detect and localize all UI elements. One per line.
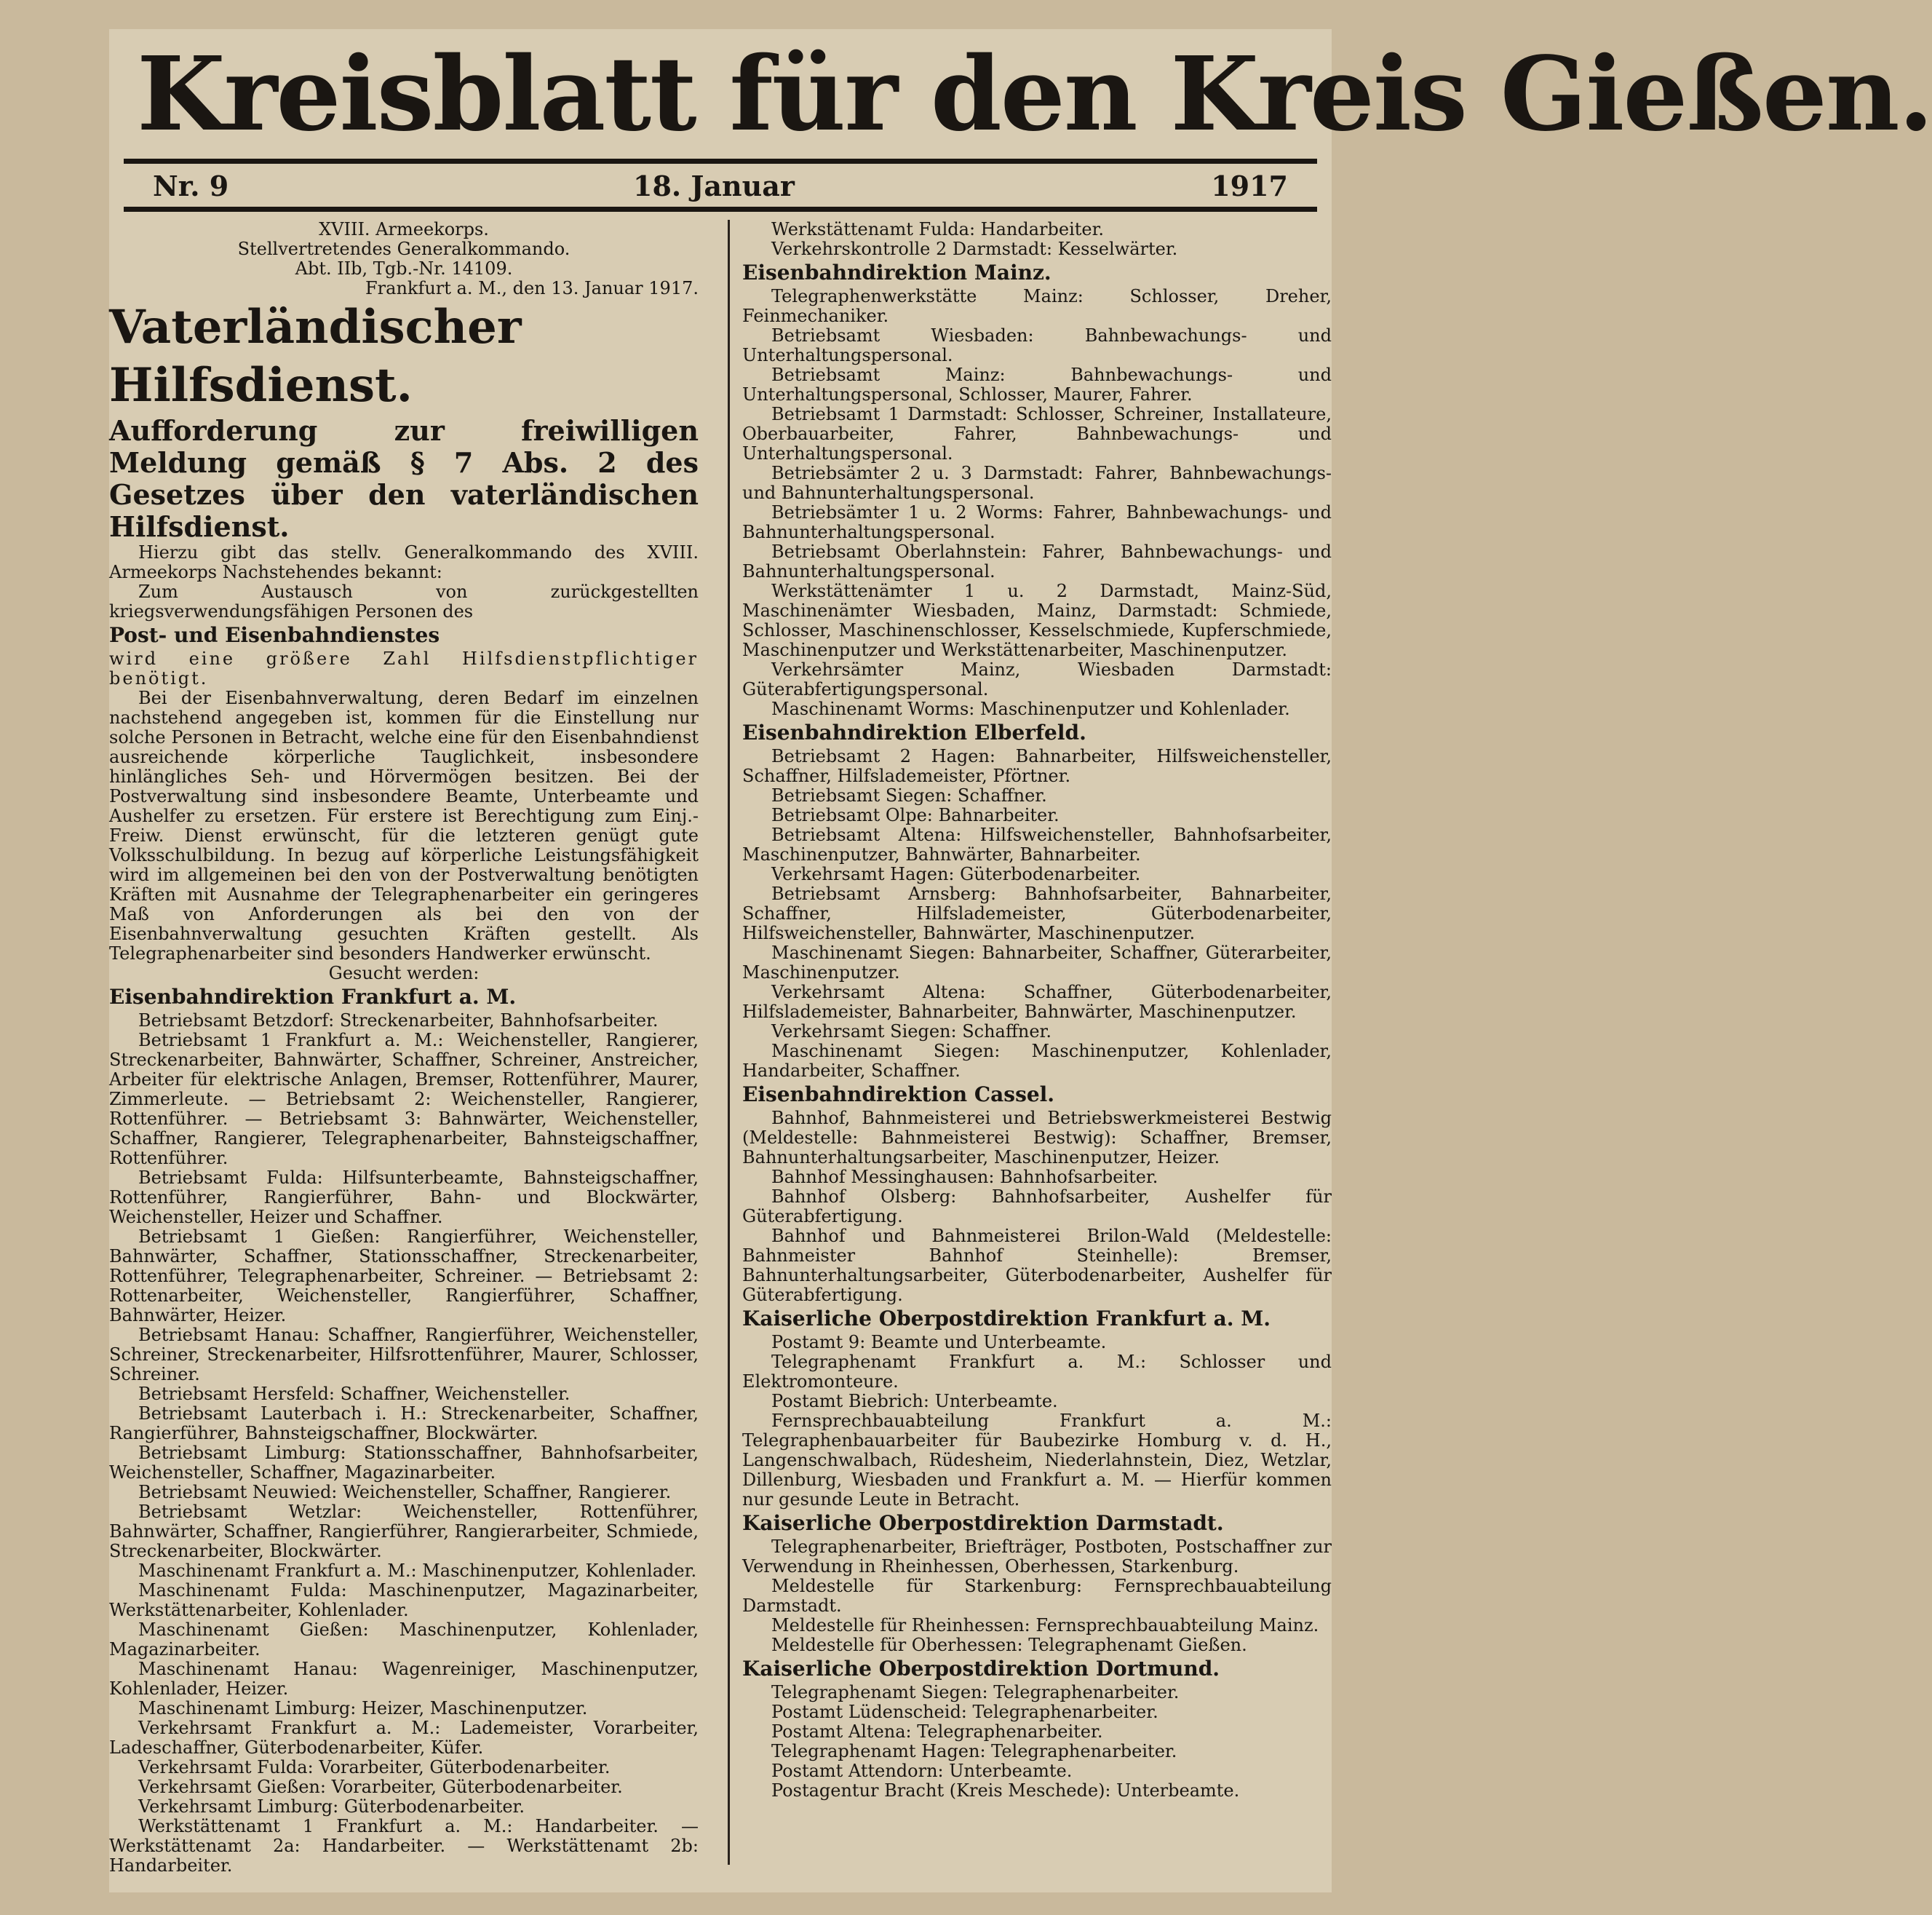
- section-heading: Kaiserliche Oberpostdirektion Dortmund.: [742, 1657, 1220, 1681]
- place-date: Frankfurt a. M., den 13. Januar 1917.: [365, 278, 699, 298]
- body-paragraph: Bei der Eisenbahnverwaltung, deren Bedarf im einzelnen nachstehend angegeben ist, kommen für die Einstellung nur solche Personen in Betracht, welche eine für den Eisenbahndienst ausreichende körperliche Tauglichkeit, insbesondere hinlängliches Seh- und Hörvermögen besitzen. Bei der Postverwaltung sind insbesondere Beamte, Unterbeamte und Aushelfer zu ersetzen. Für erstere ist Berechtigung zum Einj.-Freiw. Dienst erwünscht, für die letzteren genügt gute Volksschulbildung. In bezug auf körperliche Leistungsfähigkeit wird im allgemeinen bei den von der Postverwaltung benötigten Kräften mit Ausnahme der Telegraphenarbeiter ein geringeres Maß von Anforderungen als bei den von der Eisenbahnverwaltung gesuchten Kräften gestellt. Als Telegraphenarbeiter sind besonders Handwerker erwünscht.: [109, 688, 699, 964]
- list-item: Bahnhof, Bahnmeisterei und Betriebswerkmeisterei Bestwig (Meldestelle: Bahnmeisterei Bestwig): Schaffner, Bremser, Bahnunterhaltungsarbeiter, Maschinenputzer, Heizer.: [742, 1108, 1332, 1167]
- right-column: [742, 220, 1332, 1801]
- list-item: Postamt Altena: Telegraphenarbeiter.: [771, 1721, 1103, 1742]
- list-item: Werkstättenämter 1 u. 2 Darmstadt, Mainz-Süd, Maschinenämter Wiesbaden, Mainz, Darmstadt: Schmiede, Schlosser, Maschinenschlosser, Kesselschmiede, Kupferschmiede, Maschinenputzer und Werkstättenarbeiter, Maschinenputzer.: [742, 581, 1332, 660]
- list-item: Maschinenamt Frankfurt a. M.: Maschinenputzer, Kohlenlader.: [138, 1561, 697, 1581]
- list-item: Betriebsamt Hersfeld: Schaffner, Weichensteller.: [138, 1384, 571, 1404]
- section-heading: Eisenbahndirektion Elberfeld.: [742, 721, 1086, 745]
- issue-number: Nr. 9: [153, 170, 229, 202]
- list-item: Betriebsamt Fulda: Hilfsunterbeamte, Bahnsteigschaffner, Rottenführer, Rangierführer, Bahn- und Blockwärter, Weichensteller, Heizer und Schaffner.: [109, 1167, 699, 1227]
- list-item: Maschinenamt Siegen: Maschinenputzer, Kohlenlader, Handarbeiter, Schaffner.: [742, 1041, 1332, 1081]
- list-item: Bahnhof und Bahnmeisterei Brilon-Wald (Meldestelle: Bahnmeister Bahnhof Steinhelle): Bremser, Bahnunterhaltungsarbeiter, Güterbodenarbeiter, Aushelfer für Güterabfertigung.: [742, 1226, 1332, 1305]
- masthead-title: Kreisblatt für den Kreis Gießen.: [137, 35, 1932, 154]
- list-item: Betriebsamt 1 Frankfurt a. M.: Weichensteller, Rangierer, Streckenarbeiter, Bahnwärter, Schaffner, Schreiner, Anstreicher, Arbeiter für elektrische Anlagen, Bremser, Rottenführer, Maurer, Zimmerleute. — Betriebsamt 2: Weichensteller, Rangierer, Rottenführer. — Betriebsamt 3: Bahnwärter, Weichensteller, Schaffner, Rangierer, Telegraphenarbeiter, Bahnsteigschaffner, Rottenführer.: [109, 1030, 699, 1168]
- list-item: Betriebsamt Wiesbaden: Bahnbewachungs- und Unterhaltungspersonal.: [742, 325, 1332, 365]
- list-item: Verkehrsamt Frankfurt a. M.: Lademeister, Vorarbeiter, Ladeschaffner, Güterbodenarbeiter, Küfer.: [109, 1718, 699, 1758]
- intro-text: Hierzu gibt das stellv. Generalkommando des XVIII. Armeekorps Nachstehendes bekannt:: [109, 542, 699, 582]
- list-item: Verkehrsamt Fulda: Vorarbeiter, Güterbodenarbeiter.: [138, 1757, 611, 1777]
- masthead-rule-top: [124, 159, 1317, 164]
- list-item: Telegraphenarbeiter, Briefträger, Postboten, Postschaffner zur Verwendung in Rheinhessen, Oberhessen, Starkenburg.: [742, 1537, 1332, 1577]
- list-item: Meldestelle für Starkenburg: Fernsprechbauabteilung Darmstadt.: [742, 1576, 1332, 1616]
- section-heading: Eisenbahndirektion Cassel.: [742, 1082, 1055, 1106]
- issue-year: 1917: [1211, 170, 1288, 202]
- list-item: Betriebsämter 1 u. 2 Worms: Fahrer, Bahnbewachungs- und Bahnunterhaltungspersonal.: [742, 502, 1332, 542]
- section-heading: Kaiserliche Oberpostdirektion Frankfurt a. M.: [742, 1307, 1271, 1331]
- list-item: Verkehrskontrolle 2 Darmstadt: Kesselwärter.: [771, 239, 1178, 259]
- list-item: Verkehrsämter Mainz, Wiesbaden Darmstadt: Güterabfertigungspersonal.: [742, 659, 1332, 699]
- list-item: Betriebsamt Mainz: Bahnbewachungs- und Unterhaltungspersonal, Schlosser, Maurer, Fahrer.: [742, 365, 1332, 405]
- header-line: XVIII. Armeekorps.: [319, 219, 489, 239]
- list-item: Bahnhof Olsberg: Bahnhofsarbeiter, Aushelfer für Güterabfertigung.: [742, 1186, 1332, 1226]
- list-item: Telegraphenwerkstätte Mainz: Schlosser, Dreher, Feinmechaniker.: [742, 286, 1332, 326]
- list-item: Betriebsämter 2 u. 3 Darmstadt: Fahrer, Bahnbewachungs- und Bahnunterhaltungspersonal.: [742, 463, 1332, 503]
- list-item: Postagentur Bracht (Kreis Meschede): Unterbeamte.: [771, 1780, 1240, 1801]
- list-item: Betriebsamt Wetzlar: Weichensteller, Rottenführer, Bahnwärter, Schaffner, Rangierführer, Rangierarbeiter, Schmiede, Streckenarbeiter, Blockwärter.: [109, 1502, 699, 1561]
- list-item: Maschinenamt Limburg: Heizer, Maschinenputzer.: [138, 1698, 588, 1718]
- list-item: Betriebsamt Oberlahnstein: Fahrer, Bahnbewachungs- und Bahnunterhaltungspersonal.: [742, 542, 1332, 582]
- list-item: Maschinenamt Gießen: Maschinenputzer, Kohlenlader, Magazinarbeiter.: [109, 1619, 699, 1660]
- list-item: Betriebsamt Hanau: Schaffner, Rangierführer, Weichensteller, Schreiner, Streckenarbeiter, Hilfsrottenführer, Maurer, Schlosser, Schreiner.: [109, 1325, 699, 1384]
- header-line: Stellvertretendes Generalkommando.: [237, 239, 571, 259]
- section-heading: Eisenbahndirektion Mainz.: [742, 261, 1052, 285]
- list-item: Werkstättenamt 1 Frankfurt a. M.: Handarbeiter. — Werkstättenamt 2a: Handarbeiter. — Werkstättenamt 2b: Handarbeiter.: [109, 1816, 699, 1876]
- list-item: Maschinenamt Fulda: Maschinenputzer, Magazinarbeiter, Werkstättenarbeiter, Kohlenlader.: [109, 1580, 699, 1620]
- list-item: Bahnhof Messinghausen: Bahnhofsarbeiter.: [771, 1167, 1158, 1187]
- list-item: Postamt 9: Beamte und Unterbeamte.: [771, 1332, 1107, 1352]
- list-item: Verkehrsamt Hagen: Güterbodenarbeiter.: [771, 864, 1141, 884]
- list-item: Betriebsamt Neuwied: Weichensteller, Schaffner, Rangierer.: [138, 1482, 672, 1502]
- section-heading: Eisenbahndirektion Frankfurt a. M.: [109, 985, 517, 1009]
- list-item: Maschinenamt Worms: Maschinenputzer und Kohlenlader.: [771, 699, 1290, 719]
- list-item: Maschinenamt Siegen: Bahnarbeiter, Schaffner, Güterarbeiter, Maschinenputzer.: [742, 943, 1332, 983]
- list-item: Betriebsamt Betzdorf: Streckenarbeiter, Bahnhofsarbeiter.: [138, 1010, 659, 1031]
- list-item: Betriebsamt Olpe: Bahnarbeiter.: [771, 805, 1060, 825]
- masthead-rule-bottom: [124, 207, 1317, 212]
- list-item: Postamt Lüdenscheid: Telegraphenarbeiter.: [771, 1702, 1158, 1722]
- subtitle: Aufforderung zur freiwilligen Meldung gemäß § 7 Abs. 2 des Gesetzes über den vaterländischen Hilfsdienst.: [109, 414, 699, 543]
- list-item: Betriebsamt Lauterbach i. H.: Streckenarbeiter, Schaffner, Rangierführer, Bahnsteigschaffner, Blockwärter.: [109, 1403, 699, 1443]
- list-item: Telegraphenamt Frankfurt a. M.: Schlosser und Elektromonteure.: [742, 1352, 1332, 1392]
- list-item: Verkehrsamt Altena: Schaffner, Güterbodenarbeiter, Hilfslademeister, Bahnarbeiter, Bahnwärter, Maschinenputzer.: [742, 982, 1332, 1022]
- list-item: Betriebsamt 1 Darmstadt: Schlosser, Schreiner, Installateure, Oberbauarbeiter, Fahrer, Bahnbewachungs- und Unterhaltungspersonal.: [742, 404, 1332, 464]
- list-item: Verkehrsamt Siegen: Schaffner.: [771, 1021, 1052, 1042]
- list-item: Maschinenamt Hanau: Wagenreiniger, Maschinenputzer, Kohlenlader, Heizer.: [109, 1659, 699, 1699]
- list-item: Postamt Biebrich: Unterbeamte.: [771, 1391, 1058, 1411]
- list-item: Betriebsamt 1 Gießen: Rangierführer, Weichensteller, Bahnwärter, Schaffner, Stationsschaffner, Streckenarbeiter, Rottenführer, Telegraphenarbeiter, Schreiner. — Betriebsamt 2: Rottenarbeiter, Weichensteller, Rangierführer, Schaffner, Bahnwärter, Heizer.: [109, 1226, 699, 1325]
- section-heading: Post- und Eisenbahndienstes: [109, 623, 440, 647]
- list-item: Verkehrsamt Gießen: Vorarbeiter, Güterbodenarbeiter.: [138, 1777, 623, 1797]
- column-divider: [728, 220, 730, 1865]
- list-item: Betriebsamt Arnsberg: Bahnhofsarbeiter, Bahnarbeiter, Schaffner, Hilfslademeister, Güterbodenarbeiter, Hilfsweichensteller, Bahnwärter, Maschinenputzer.: [742, 884, 1332, 943]
- main-title: Vaterländischer Hilfsdienst.: [109, 300, 522, 413]
- list-item: Betriebsamt Siegen: Schaffner.: [771, 785, 1047, 806]
- newspaper-page: [109, 29, 1932, 1892]
- list-item: Betriebsamt 2 Hagen: Bahnarbeiter, Hilfsweichensteller, Schaffner, Hilfslademeister, Pförtner.: [742, 746, 1332, 786]
- list-item: Verkehrsamt Limburg: Güterbodenarbeiter.: [138, 1796, 525, 1817]
- dateline: [153, 166, 1288, 207]
- list-item: Meldestelle für Rheinhessen: Fernsprechbauabteilung Mainz.: [771, 1615, 1319, 1636]
- list-item: Betriebsamt Altena: Hilfsweichensteller, Bahnhofsarbeiter, Maschinenputzer, Bahnwärter, Bahnarbeiter.: [742, 825, 1332, 865]
- list-item: Telegraphenamt Siegen: Telegraphenarbeiter.: [771, 1682, 1180, 1702]
- intro-text: Zum Austausch von zurückgestellten kriegsverwendungsfähigen Personen des: [109, 582, 699, 622]
- list-item: Betriebsamt Limburg: Stationsschaffner, Bahnhofsarbeiter, Weichensteller, Schaffner, Magazinarbeiter.: [109, 1443, 699, 1483]
- issue-date: 18. Januar: [633, 170, 795, 202]
- list-item: Werkstättenamt Fulda: Handarbeiter.: [771, 219, 1105, 239]
- gesucht-label: Gesucht werden:: [328, 963, 480, 983]
- list-item: Postamt Attendorn: Unterbeamte.: [771, 1761, 1073, 1781]
- list-item: Telegraphenamt Hagen: Telegraphenarbeiter.: [771, 1741, 1177, 1761]
- left-column: [109, 220, 699, 1876]
- list-item: Fernsprechbauabteilung Frankfurt a. M.: Telegraphenbauarbeiter für Baubezirke Homburg v. d. H., Langenschwalbach, Rüdesheim, Niederlahnstein, Diez, Wetzlar, Dillenburg, Wiesbaden und Frankfurt a. M. — Hierfür kommen nur gesunde Leute in Betracht.: [742, 1411, 1332, 1510]
- header-line: Abt. IIb, Tgb.-Nr. 14109.: [295, 258, 513, 279]
- wird-line: wird eine größere Zahl Hilfsdienstpflichtiger benötigt.: [109, 649, 699, 689]
- section-heading: Kaiserliche Oberpostdirektion Darmstadt.: [742, 1511, 1224, 1535]
- list-item: Meldestelle für Oberhessen: Telegraphenamt Gießen.: [771, 1635, 1247, 1655]
